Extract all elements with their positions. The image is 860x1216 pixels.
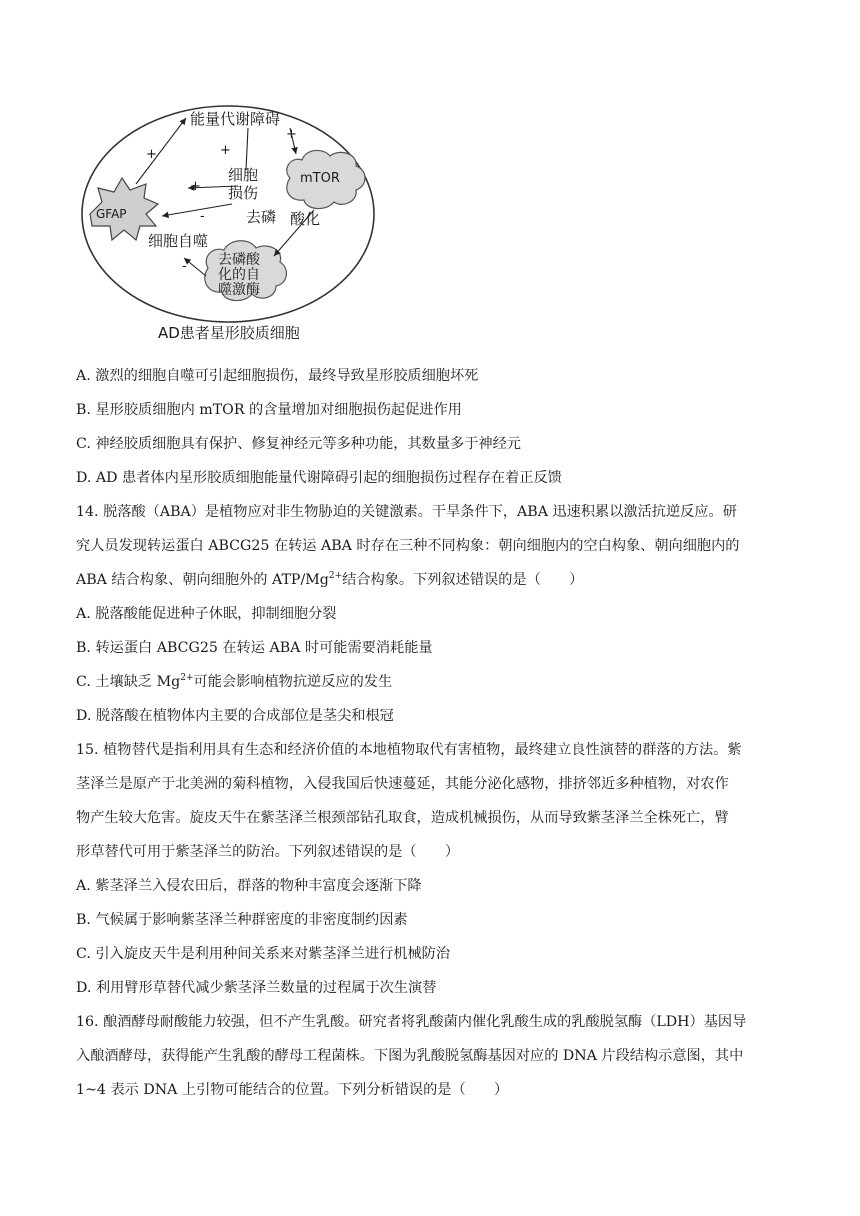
label-autophagy: 细胞自噬 [148,232,209,250]
sign-plus-1: + [146,147,157,162]
q15-option-b: B. 气候属于影响紫茎泽兰种群密度的非密度制约因素 [76,912,408,928]
label-mtor: mTOR [300,171,340,186]
q14-optc-text-b: 可能会影响植物抗逆反应的发生 [193,674,393,690]
q15-option-d: D. 利用臂形草替代减少紫茎泽兰数量的过程属于次生演替 [76,980,437,996]
cell-diagram [78,98,378,348]
q15-option-a: A. 紫茎泽兰入侵农田后，群落的物种丰富度会逐渐下降 [76,878,422,894]
q14-option-c [76,672,392,692]
q14-stem-line-1: 14. 脱落酸（ABA）是植物应对非生物胁迫的关键激素。干旱条件下，ABA 迅速积累以激活抗逆反应。研 [76,504,737,520]
q14-line3-sup: 2+ [328,571,343,581]
label-injury-2: 损伤 [228,184,259,202]
sign-plus-2: + [220,143,231,158]
sign-minus-1: - [200,209,205,224]
label-enzyme-3: 噬激酶 [218,282,260,298]
q14-stem-line-2: 究人员发现转运蛋白 ABCG25 在转运 ABA 时存在三种不同构象：朝向细胞内的空白构象、朝向细胞内的 [76,538,740,554]
figure-caption: AD患者星形胶质细胞 [158,324,300,342]
q16-stem-line-2: 入酿酒酵母，获得能产生乳酸的酵母工程菌株。下图为乳酸脱氢酶基因对应的 DNA 片段结构示意图，其中 [76,1048,744,1064]
label-enzyme-2: 化的自 [218,267,260,283]
label-enzyme-1: 去磷酸 [218,252,260,268]
q16-stem-line-3: 1~4 表示 DNA 上引物可能结合的位置。下列分析错误的是（ ） [76,1082,509,1098]
q13-option-a: A. 激烈的细胞自噬可引起细胞损伤，最终导致星形胶质细胞坏死 [76,368,479,384]
q15-stem-line-2: 茎泽兰是原产于北美洲的菊科植物，入侵我国后快速蔓延，其能分泌化感物，排挤邻近多种植物，对农作 [76,776,729,792]
q13-option-c: C. 神经胶质细胞具有保护、修复神经元等多种功能，其数量多于神经元 [76,436,521,452]
q14-optc-sup: 2+ [180,673,194,683]
sign-plus-4: + [190,179,201,194]
q15-stem-line-1: 15. 植物替代是指利用具有生态和经济价值的本地植物取代有害植物，最终建立良性演替的群落的方法。紫 [76,742,742,758]
q13-option-b: B. 星形胶质细胞内 mTOR 的含量增加对细胞损伤起促进作用 [76,402,462,418]
q14-stem-line-3 [76,570,583,590]
q14-option-a: A. 脱落酸能促进种子休眠，抑制细胞分裂 [76,606,337,622]
sign-plus-3: + [286,127,297,142]
q13-option-d: D. AD 患者体内星形胶质细胞能量代谢障碍引起的细胞损伤过程存在着正反馈 [76,470,562,486]
q14-line3-text-b: 结合构象。下列叙述错误的是（ ） [342,572,584,588]
q15-stem-line-4: 形草替代可用于紫茎泽兰的防治。下列叙述错误的是（ ） [76,844,460,860]
q15-option-c: C. 引入旋皮天牛是利用种间关系来对紫茎泽兰进行机械防治 [76,946,451,962]
label-dephos: 去磷 [246,208,277,226]
sign-minus-2: - [182,259,187,274]
q14-option-b: B. 转运蛋白 ABCG25 在转运 ABA 时可能需要消耗能量 [76,640,433,656]
q16-stem-line-1: 16. 酿酒酵母耐酸能力较强，但不产生乳酸。研究者将乳酸菌内催化乳酸生成的乳酸脱氢酶（LDH）基因导 [76,1014,747,1030]
q14-optc-text-a: C. 土壤缺乏 Mg [76,674,181,690]
q15-stem-line-3: 物产生较大危害。旋皮天牛在紫茎泽兰根颈部钻孔取食，造成机械损伤，从而导致紫茎泽兰全株死亡，臂 [76,810,729,826]
label-injury-1: 细胞 [228,166,259,184]
q14-option-d: D. 脱落酸在植物体内主要的合成部位是茎尖和根冠 [76,708,394,724]
label-gfap: GFAP [96,207,127,221]
label-energy: 能量代谢障碍 [190,110,281,128]
q14-line3-text-a: ABA 结合构象、朝向细胞外的 ATP/Mg [76,572,329,588]
label-acid: 酸化 [290,210,321,228]
